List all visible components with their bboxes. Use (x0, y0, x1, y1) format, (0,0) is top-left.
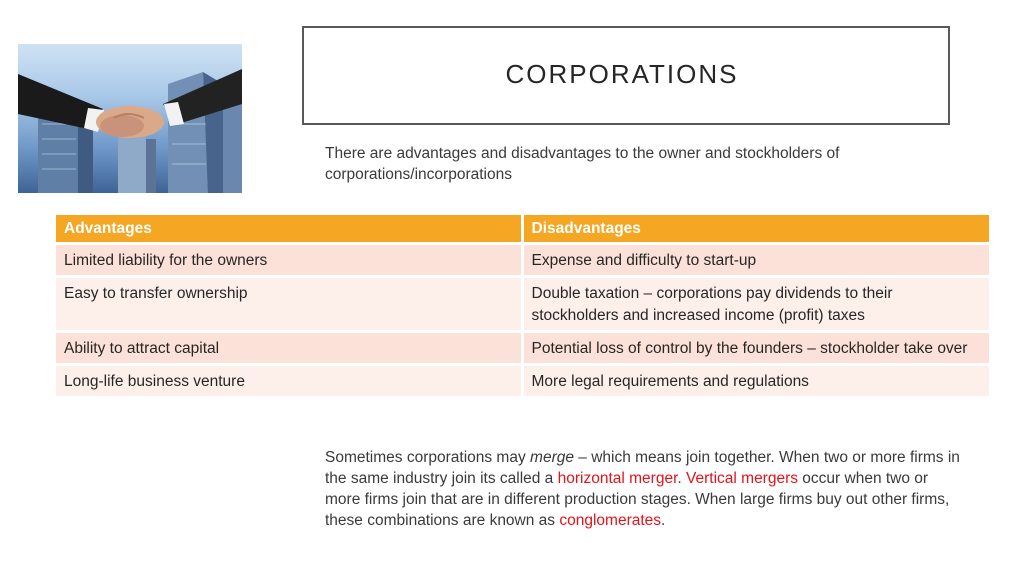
advantage-cell: Long-life business venture (56, 365, 522, 398)
disadvantage-cell: Double taxation – corporations pay dividends to their stockholders and increased income (profit) taxes (522, 277, 989, 332)
disadvantage-cell: Potential loss of control by the founders – stockholder take over (522, 332, 989, 365)
merge-term: merge (530, 449, 574, 466)
intro-text: There are advantages and disadvantages to the owner and stockholders of corporations/incorporations (325, 145, 840, 183)
table-row (56, 332, 989, 365)
vertical-mergers-term: Vertical mergers (686, 470, 798, 487)
advantage-cell: Limited liability for the owners (56, 244, 522, 277)
note-text: occur when two or more firms join that are in different production stages. When large firms buy out other firms, these combinations are known as (325, 470, 950, 529)
disadvantage-cell: Expense and difficulty to start-up (522, 244, 989, 277)
note-text: – which means join together. When two or more firms in the same industry join its called a (325, 449, 960, 487)
table-row (56, 365, 989, 398)
comparison-table (56, 215, 989, 399)
table-row (56, 277, 989, 332)
advantage-cell: Easy to transfer ownership (56, 277, 522, 332)
handshake-photo (18, 44, 242, 193)
header-advantages: Advantages (56, 215, 522, 244)
conglomerates-term: conglomerates (559, 512, 662, 529)
merger-note (325, 447, 965, 531)
table-header-row (56, 215, 989, 244)
slide-title: CORPORATIONS (505, 59, 739, 89)
table-row (56, 244, 989, 277)
disadvantage-cell: More legal requirements and regulations (522, 365, 989, 398)
note-text: . (661, 512, 666, 529)
title-box (302, 26, 950, 125)
note-text: . (677, 470, 687, 487)
horizontal-merger-term: horizontal merger (557, 470, 678, 487)
note-text: Sometimes corporations may (325, 449, 531, 466)
advantage-cell: Ability to attract capital (56, 332, 522, 365)
header-disadvantages: Disadvantages (522, 215, 989, 244)
